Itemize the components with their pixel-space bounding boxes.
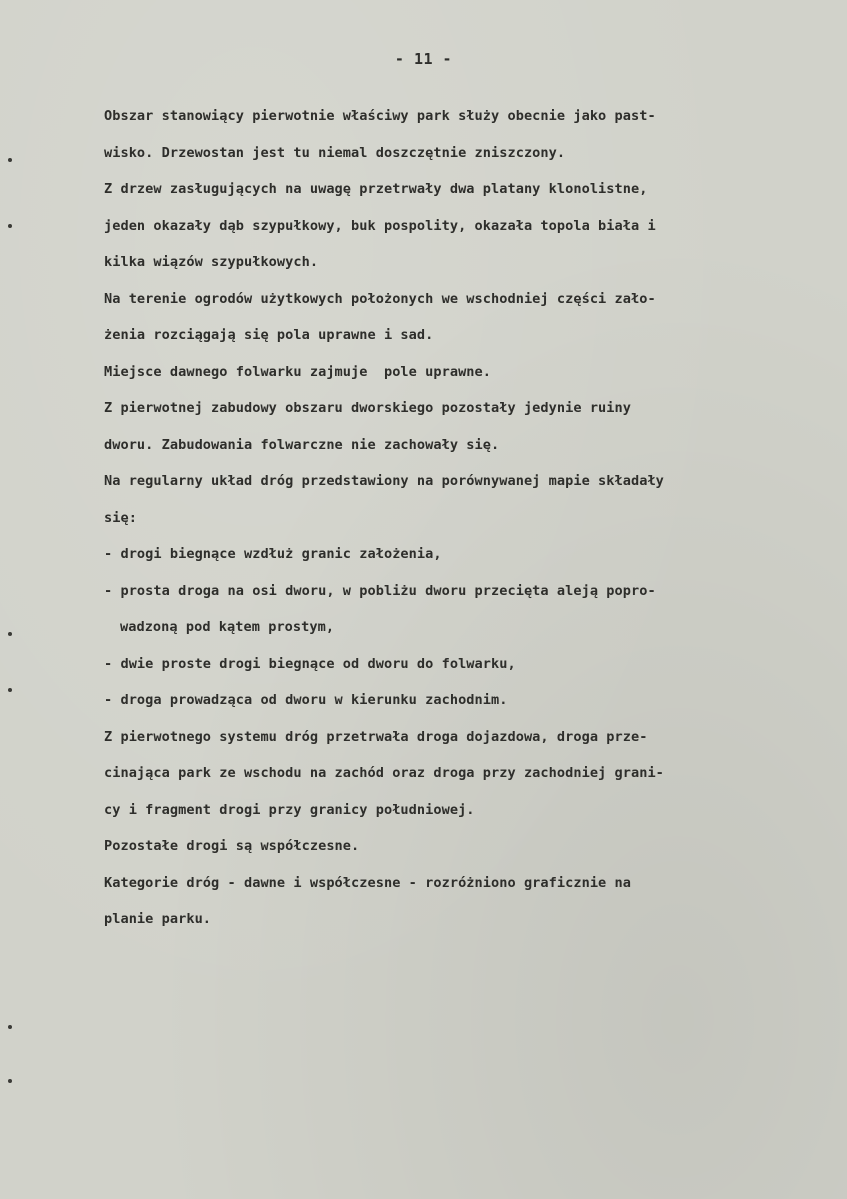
margin-mark xyxy=(8,158,12,162)
text-line: kilka wiązów szypułkowych. xyxy=(104,254,319,270)
text-line: wisko. Drzewostan jest tu niemal doszczętnie zniszczony. xyxy=(104,144,566,161)
text-line: Miejsce dawnego folwarku zajmuje pole uprawne. xyxy=(104,363,492,380)
page-number: - 11 - xyxy=(394,50,453,68)
list-item: - drogi biegnące wzdłuż granic założenia, xyxy=(104,546,442,562)
list-item-continuation: wadzoną pod kątem prostym, xyxy=(120,619,335,635)
text-line: Z pierwotnej zabudowy obszaru dworskiego pozostały jedynie ruiny xyxy=(104,400,631,416)
text-line: Z pierwotnego systemu dróg przetrwała droga dojazdowa, droga prze- xyxy=(104,728,648,745)
text-line: Na terenie ogrodów użytkowych położonych we wschodniej części zało- xyxy=(104,290,656,307)
margin-mark xyxy=(8,1079,12,1083)
margin-mark xyxy=(8,1025,12,1029)
margin-mark xyxy=(8,688,12,692)
text-line: Kategorie dróg - dawne i współczesne - rozróżniono graficznie na xyxy=(104,874,631,891)
list-item: - prosta droga na osi dworu, w pobliżu dworu przecięta aleją popro- xyxy=(104,582,656,599)
list-item: - dwie proste drogi biegnące od dworu do folwarku, xyxy=(104,655,516,672)
text-line: Na regularny układ dróg przedstawiony na porównywanej mapie składały xyxy=(104,473,664,489)
text-line: planie parku. xyxy=(104,911,212,927)
margin-mark xyxy=(8,224,12,228)
text-line: Obszar stanowiący pierwotnie właściwy park służy obecnie jako past- xyxy=(104,108,656,124)
text-line: Pozostałe drogi są współczesne. xyxy=(104,838,360,854)
text-line: cy i fragment drogi przy granicy południowej. xyxy=(104,801,475,818)
text-line: cinająca park ze wschodu na zachód oraz droga przy zachodniej grani- xyxy=(104,765,664,781)
body-text xyxy=(104,103,824,943)
text-line: się: xyxy=(104,509,137,526)
text-line: dworu. Zabudowania folwarczne nie zachowały się. xyxy=(104,436,500,453)
margin-mark xyxy=(8,632,12,636)
text-line: jeden okazały dąb szypułkowy, buk pospolity, okazała topola biała i xyxy=(104,217,656,234)
text-line: Z drzew zasługujących na uwagę przetrwały dwa platany klonolistne, xyxy=(104,181,648,197)
text-line: żenia rozciągają się pola uprawne i sad. xyxy=(104,327,434,343)
list-item: - droga prowadząca od dworu w kierunku zachodnim. xyxy=(104,692,508,708)
